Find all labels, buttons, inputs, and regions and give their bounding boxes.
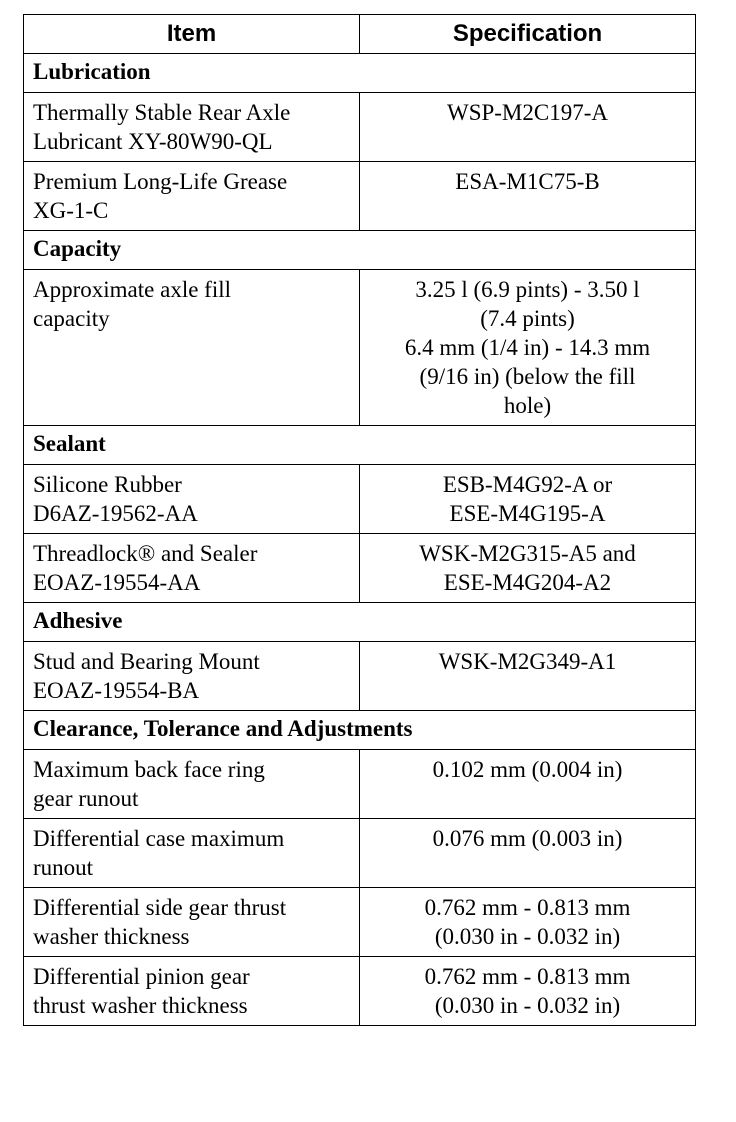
section-row-clearance bbox=[24, 711, 696, 750]
spec-text: WSK-M2G349-A1 bbox=[438, 649, 617, 674]
header-row bbox=[24, 15, 696, 54]
section-title: Adhesive bbox=[24, 603, 696, 642]
column-header-item: Item bbox=[24, 15, 360, 54]
spec-text: (0.030 in - 0.032 in) bbox=[434, 993, 621, 1018]
column-header-specification: Specification bbox=[360, 15, 696, 54]
item-text: Premium Long-Life Grease bbox=[33, 169, 288, 194]
table-row bbox=[24, 957, 696, 1026]
spec-cell bbox=[360, 642, 696, 711]
item-text: EOAZ-19554-AA bbox=[33, 570, 201, 595]
table-row bbox=[24, 750, 696, 819]
spec-cell bbox=[360, 888, 696, 957]
spec-cell bbox=[360, 750, 696, 819]
table-row bbox=[24, 465, 696, 534]
section-title: Capacity bbox=[24, 231, 696, 270]
item-text: gear runout bbox=[33, 786, 139, 811]
item-cell bbox=[24, 750, 360, 819]
item-cell bbox=[24, 957, 360, 1026]
spec-text: 0.762 mm - 0.813 mm bbox=[424, 895, 631, 920]
table-row bbox=[24, 162, 696, 231]
spec-text: 6.4 mm (1/4 in) - 14.3 mm bbox=[404, 335, 651, 360]
spec-text: (0.030 in - 0.032 in) bbox=[434, 924, 621, 949]
section-row-adhesive bbox=[24, 603, 696, 642]
spec-cell bbox=[360, 270, 696, 426]
section-title: Clearance, Tolerance and Adjustments bbox=[24, 711, 696, 750]
spec-cell bbox=[360, 957, 696, 1026]
item-text: Differential case maximum bbox=[33, 826, 285, 851]
table-row bbox=[24, 270, 696, 426]
section-row-capacity bbox=[24, 231, 696, 270]
spec-text: hole) bbox=[503, 393, 552, 418]
spec-text: (9/16 in) (below the fill bbox=[419, 364, 636, 389]
item-text: Differential side gear thrust bbox=[33, 895, 287, 920]
spec-cell bbox=[360, 93, 696, 162]
item-text: Silicone Rubber bbox=[33, 472, 182, 497]
item-text: thrust washer thickness bbox=[33, 993, 248, 1018]
table-row bbox=[24, 642, 696, 711]
spec-text: 0.076 mm (0.003 in) bbox=[432, 826, 623, 851]
item-cell bbox=[24, 270, 360, 426]
spec-cell bbox=[360, 162, 696, 231]
item-text: washer thickness bbox=[33, 924, 190, 949]
item-text: Maximum back face ring bbox=[33, 757, 265, 782]
spec-text: 0.102 mm (0.004 in) bbox=[432, 757, 623, 782]
spec-text: WSK-M2G315-A5 and bbox=[419, 541, 636, 566]
item-text: D6AZ-19562-AA bbox=[33, 501, 198, 526]
item-cell bbox=[24, 888, 360, 957]
item-text: Stud and Bearing Mount bbox=[33, 649, 260, 674]
spec-text: ESE-M4G195-A bbox=[449, 501, 606, 526]
item-cell bbox=[24, 93, 360, 162]
spec-cell bbox=[360, 465, 696, 534]
item-text: Differential pinion gear bbox=[33, 964, 250, 989]
spec-text: ESA-M1C75-B bbox=[455, 169, 600, 194]
spec-text: ESB-M4G92-A or bbox=[442, 472, 613, 497]
section-row-lubrication bbox=[24, 54, 696, 93]
item-cell bbox=[24, 465, 360, 534]
section-row-sealant bbox=[24, 426, 696, 465]
item-cell bbox=[24, 162, 360, 231]
item-cell bbox=[24, 819, 360, 888]
spec-text: ESE-M4G204-A2 bbox=[443, 570, 612, 595]
item-text: capacity bbox=[33, 306, 110, 331]
spec-text: WSP-M2C197-A bbox=[446, 100, 608, 125]
table-row bbox=[24, 93, 696, 162]
item-cell bbox=[24, 642, 360, 711]
item-cell bbox=[24, 534, 360, 603]
specification-table bbox=[23, 14, 696, 1026]
table-row bbox=[24, 534, 696, 603]
spec-text: 3.25 l (6.9 pints) - 3.50 l bbox=[415, 277, 640, 302]
table-row bbox=[24, 819, 696, 888]
spec-cell bbox=[360, 819, 696, 888]
item-text: XG-1-C bbox=[33, 198, 109, 223]
spec-text: (7.4 pints) bbox=[480, 306, 575, 331]
spec-text: 0.762 mm - 0.813 mm bbox=[424, 964, 631, 989]
table-row bbox=[24, 888, 696, 957]
section-title: Lubrication bbox=[24, 54, 696, 93]
item-text: runout bbox=[33, 855, 94, 880]
item-text: Approximate axle fill bbox=[33, 277, 231, 302]
item-text: Thermally Stable Rear Axle bbox=[33, 100, 291, 125]
section-title: Sealant bbox=[24, 426, 696, 465]
item-text: EOAZ-19554-BA bbox=[33, 678, 200, 703]
item-text: Threadlock® and Sealer bbox=[33, 541, 258, 566]
spec-cell bbox=[360, 534, 696, 603]
item-text: Lubricant XY-80W90-QL bbox=[33, 129, 273, 154]
